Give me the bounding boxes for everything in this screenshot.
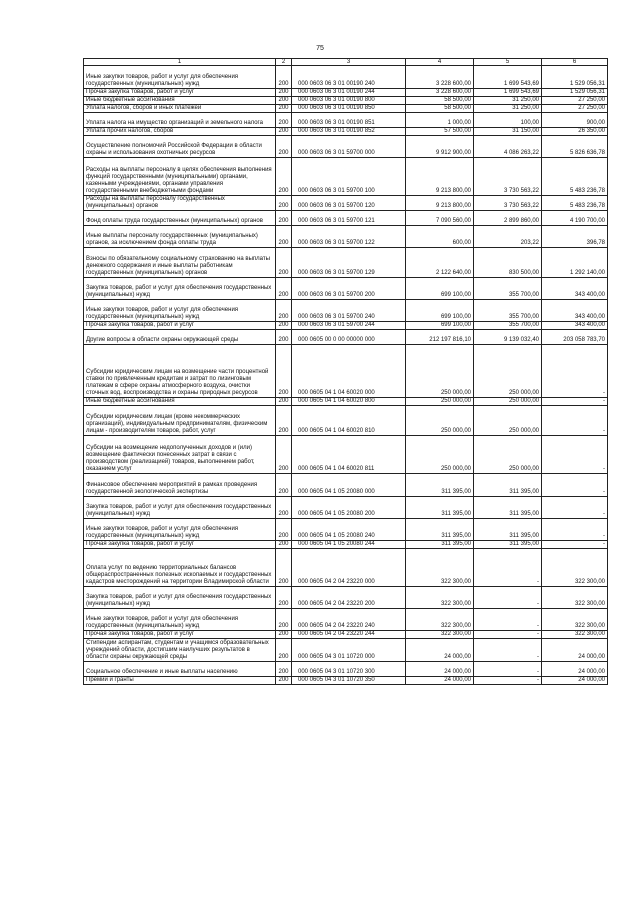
row-unexecuted-amount: 322 300,00 [542,549,608,587]
row-unexecuted-amount: 24 000,00 [542,662,608,677]
row-executed-amount: 311 395,00 [474,474,542,497]
row-line-code: 200 [276,549,292,587]
row-unexecuted-amount: - [542,497,608,519]
row-executed-amount: 4 086 263,22 [474,136,542,158]
row-budget-code: 000 0603 06 3 01 00190 850 [292,105,406,113]
row-description: Закупка товаров, работ и услуг для обеспечения государственных (муниципальных) нужд [84,497,276,519]
row-line-code: 200 [276,587,292,609]
row-budget-code: 000 0605 04 1 04 60020 000 [292,345,406,398]
row-line-code: 200 [276,105,292,113]
table-row [84,226,608,248]
row-executed-amount: - [474,677,542,685]
row-unexecuted-amount: - [542,406,608,436]
table-row [84,196,608,211]
row-description: Расходы на выплаты персоналу государственных (муниципальных) органов [84,196,276,211]
row-line-code: 200 [276,474,292,497]
row-executed-amount: 311 395,00 [474,541,542,549]
row-line-code: 200 [276,609,292,631]
row-line-code: 200 [276,519,292,541]
row-approved-amount: 24 000,00 [406,662,474,677]
row-budget-code: 000 0605 04 1 04 60020 810 [292,406,406,436]
row-description: Иные закупки товаров, работ и услуг для обеспечения государственных (муниципальных) нужд [84,300,276,322]
row-budget-code: 000 0605 00 0 00 00000 000 [292,330,406,345]
table-row [84,631,608,639]
row-budget-code: 000 0603 06 3 01 59700 129 [292,248,406,278]
row-line-code: 200 [276,89,292,97]
table-row [84,398,608,406]
row-description: Прочая закупка товаров, работ и услуг [84,631,276,639]
row-approved-amount: 322 300,00 [406,609,474,631]
table-row [84,662,608,677]
row-unexecuted-amount: 900,00 [542,113,608,128]
row-unexecuted-amount: 343 400,00 [542,322,608,330]
row-approved-amount: 311 395,00 [406,519,474,541]
row-description: Оплата услуг по ведению территориальных балансов общераспространенных полезных ископаемых и государственных кадастров месторождений на территории Владимирской области [84,549,276,587]
row-description: Иные закупки товаров, работ и услуг для обеспечения государственных (муниципальных) нужд [84,519,276,541]
row-budget-code: 000 0605 04 1 05 20080 000 [292,474,406,497]
row-description: Расходы на выплаты персоналу в целях обеспечения выполнения функций государственными (муниципальными) органами, казенными учреждениями, органами управления государственными внебюджетными фондами [84,158,276,196]
row-line-code: 200 [276,330,292,345]
column-header: 5 [474,59,542,66]
row-executed-amount: 250 000,00 [474,345,542,398]
row-line-code: 200 [276,345,292,398]
row-unexecuted-amount: 1 292 140,00 [542,248,608,278]
row-budget-code: 000 0605 04 2 04 23220 000 [292,549,406,587]
row-budget-code: 000 0605 04 1 04 60020 811 [292,436,406,474]
table-row [84,345,608,398]
row-description: Иные выплаты персоналу государственных (муниципальных) органов, за исключением фонда оплаты труда [84,226,276,248]
row-unexecuted-amount: 396,78 [542,226,608,248]
row-approved-amount: 699 100,00 [406,278,474,300]
row-executed-amount: 2 899 860,00 [474,211,542,226]
row-executed-amount: - [474,549,542,587]
row-budget-code: 000 0605 04 3 01 10720 300 [292,662,406,677]
table-row [84,89,608,97]
row-unexecuted-amount: 24 000,00 [542,677,608,685]
table-row [84,97,608,105]
row-unexecuted-amount: 1 529 056,31 [542,89,608,97]
row-executed-amount: - [474,587,542,609]
table-row [84,158,608,196]
row-line-code: 200 [276,158,292,196]
row-line-code: 200 [276,300,292,322]
row-unexecuted-amount: 343 400,00 [542,278,608,300]
row-description: Субсидии юридическим лицам (кроме некоммерческих организаций), индивидуальным предпринимателям, физическим лицам - производителям товаров, работ, услуг [84,406,276,436]
row-approved-amount: 212 197 816,10 [406,330,474,345]
row-line-code: 200 [276,66,292,89]
row-line-code: 200 [276,662,292,677]
row-executed-amount: 31 250,00 [474,105,542,113]
row-line-code: 200 [276,631,292,639]
table-row [84,609,608,631]
row-budget-code: 000 0603 06 3 01 59700 000 [292,136,406,158]
row-line-code: 200 [276,406,292,436]
row-budget-code: 000 0603 06 3 01 59700 120 [292,196,406,211]
row-approved-amount: 3 228 600,00 [406,89,474,97]
table-row [84,639,608,662]
table-row [84,136,608,158]
row-line-code: 200 [276,541,292,549]
row-description: Закупка товаров, работ и услуг для обеспечения государственных (муниципальных) нужд [84,278,276,300]
row-description: Прочая закупка товаров, работ и услуг [84,89,276,97]
row-unexecuted-amount: 27 250,00 [542,105,608,113]
row-description: Закупка товаров, работ и услуг для обеспечения государственных (муниципальных) нужд [84,587,276,609]
row-unexecuted-amount: - [542,541,608,549]
row-executed-amount: - [474,609,542,631]
row-unexecuted-amount: 26 350,00 [542,128,608,136]
page-number: 75 [316,45,324,52]
row-approved-amount: 58 500,00 [406,97,474,105]
row-approved-amount: 250 000,00 [406,406,474,436]
row-unexecuted-amount: 5 826 636,78 [542,136,608,158]
row-approved-amount: 699 100,00 [406,322,474,330]
table-row [84,105,608,113]
row-budget-code: 000 0603 06 3 01 00190 800 [292,97,406,105]
header-row [84,59,608,66]
row-executed-amount: 1 699 543,69 [474,89,542,97]
table-row [84,519,608,541]
row-executed-amount: 311 395,00 [474,497,542,519]
row-unexecuted-amount: 203 058 783,70 [542,330,608,345]
row-unexecuted-amount: 1 529 056,31 [542,66,608,89]
row-executed-amount: 31 150,00 [474,128,542,136]
table-row [84,322,608,330]
row-description: Фонд оплаты труда государственных (муниципальных) органов [84,211,276,226]
table-row [84,587,608,609]
row-description: Уплата налогов, сборов и иных платежей [84,105,276,113]
row-approved-amount: 57 500,00 [406,128,474,136]
row-approved-amount: 250 000,00 [406,345,474,398]
row-description: Социальное обеспечение и иные выплаты населению [84,662,276,677]
row-line-code: 200 [276,128,292,136]
row-executed-amount: 311 395,00 [474,519,542,541]
row-executed-amount: - [474,662,542,677]
row-budget-code: 000 0605 04 3 01 10720 350 [292,677,406,685]
row-budget-code: 000 0603 06 3 01 00190 851 [292,113,406,128]
row-executed-amount: 3 730 563,22 [474,158,542,196]
row-line-code: 200 [276,322,292,330]
row-description: Субсидии юридическим лицам на возмещение части процентной ставки по привлеченным кредитам и затрат по лизинговым платежам в сфере охраны атмосферного воздуха, очистки сточных вод, воспроизводства и охраны природных ресурсов [84,345,276,398]
row-unexecuted-amount: - [542,436,608,474]
row-approved-amount: 24 000,00 [406,677,474,685]
row-line-code: 200 [276,278,292,300]
row-unexecuted-amount: 322 300,00 [542,587,608,609]
row-line-code: 200 [276,211,292,226]
row-budget-code: 000 0603 06 3 01 00190 240 [292,66,406,89]
row-budget-code: 000 0605 04 2 04 23220 244 [292,631,406,639]
table-row [84,66,608,89]
column-header: 4 [406,59,474,66]
row-description: Субсидии на возмещение недополученных доходов и (или) возмещение фактически понесенных затрат в связи с производством (реализацией) товаров, выполнением работ, оказанием услуг [84,436,276,474]
row-unexecuted-amount: - [542,519,608,541]
row-budget-code: 000 0603 06 3 01 59700 100 [292,158,406,196]
row-line-code: 200 [276,196,292,211]
row-approved-amount: 322 300,00 [406,587,474,609]
row-approved-amount: 250 000,00 [406,398,474,406]
row-executed-amount: 3 730 563,22 [474,196,542,211]
row-line-code: 200 [276,639,292,662]
row-description: Иные бюджетные ассигнования [84,398,276,406]
row-executed-amount: 830 500,00 [474,248,542,278]
table-row [84,128,608,136]
row-unexecuted-amount: 27 250,00 [542,97,608,105]
row-approved-amount: 9 912 900,00 [406,136,474,158]
table-row [84,113,608,128]
row-approved-amount: 7 090 560,00 [406,211,474,226]
row-unexecuted-amount: 5 483 236,78 [542,158,608,196]
table-row [84,278,608,300]
row-line-code: 200 [276,436,292,474]
row-executed-amount: - [474,631,542,639]
row-executed-amount: 1 699 543,69 [474,66,542,89]
row-description: Иные бюджетные ассигнования [84,97,276,105]
row-line-code: 200 [276,136,292,158]
table-row [84,248,608,278]
row-unexecuted-amount: - [542,474,608,497]
row-approved-amount: 311 395,00 [406,497,474,519]
row-approved-amount: 311 395,00 [406,474,474,497]
row-approved-amount: 600,00 [406,226,474,248]
row-budget-code: 000 0605 04 1 05 20080 240 [292,519,406,541]
row-budget-code: 000 0605 04 1 05 20080 200 [292,497,406,519]
table-row [84,330,608,345]
row-executed-amount: 100,00 [474,113,542,128]
table-row [84,300,608,322]
table-row [84,541,608,549]
row-unexecuted-amount: 343 400,00 [542,300,608,322]
table-row [84,497,608,519]
table-body [84,66,608,685]
row-line-code: 200 [276,248,292,278]
budget-table [83,58,608,685]
row-approved-amount: 1 000,00 [406,113,474,128]
row-executed-amount: 250 000,00 [474,398,542,406]
row-line-code: 200 [276,113,292,128]
row-approved-amount: 9 213 800,00 [406,196,474,211]
row-budget-code: 000 0603 06 3 01 59700 200 [292,278,406,300]
row-budget-code: 000 0605 04 1 05 20080 244 [292,541,406,549]
row-approved-amount: 58 500,00 [406,105,474,113]
row-budget-code: 000 0603 06 3 01 59700 122 [292,226,406,248]
row-approved-amount: 250 000,00 [406,436,474,474]
row-description: Прочая закупка товаров, работ и услуг [84,322,276,330]
row-executed-amount: 355 700,00 [474,278,542,300]
row-approved-amount: 322 300,00 [406,631,474,639]
row-executed-amount: 355 700,00 [474,322,542,330]
row-executed-amount: 9 139 032,40 [474,330,542,345]
row-budget-code: 000 0603 06 3 01 59700 240 [292,300,406,322]
table-row [84,406,608,436]
row-unexecuted-amount: 5 483 236,78 [542,196,608,211]
row-line-code: 200 [276,226,292,248]
row-budget-code: 000 0603 06 3 01 59700 121 [292,211,406,226]
row-description: Финансовое обеспечение мероприятий в рамках проведения государственной экологической экспертизы [84,474,276,497]
row-unexecuted-amount: 24 000,00 [542,639,608,662]
column-header: 3 [292,59,406,66]
column-header: 1 [84,59,276,66]
table-row [84,677,608,685]
column-header: 2 [276,59,292,66]
row-approved-amount: 322 300,00 [406,549,474,587]
row-budget-code: 000 0603 06 3 01 00190 852 [292,128,406,136]
table-row [84,549,608,587]
row-budget-code: 000 0603 06 3 01 59700 244 [292,322,406,330]
table-row [84,211,608,226]
row-description: Иные закупки товаров, работ и услуг для обеспечения государственных (муниципальных) нужд [84,609,276,631]
row-unexecuted-amount: - [542,398,608,406]
row-budget-code: 000 0605 04 1 04 60020 800 [292,398,406,406]
row-unexecuted-amount: 322 300,00 [542,631,608,639]
row-budget-code: 000 0603 06 3 01 00190 244 [292,89,406,97]
column-header: 6 [542,59,608,66]
row-executed-amount: 203,22 [474,226,542,248]
row-description: Другие вопросы в области охраны окружающей среды [84,330,276,345]
row-description: Уплата прочих налогов, сборов [84,128,276,136]
row-approved-amount: 3 228 600,00 [406,66,474,89]
table-row [84,474,608,497]
table-row [84,436,608,474]
row-budget-code: 000 0605 04 2 04 23220 240 [292,609,406,631]
row-description: Уплата налога на имущество организаций и земельного налога [84,113,276,128]
row-executed-amount: 250 000,00 [474,406,542,436]
row-description: Прочая закупка товаров, работ и услуг [84,541,276,549]
row-line-code: 200 [276,97,292,105]
row-executed-amount: - [474,639,542,662]
row-line-code: 200 [276,398,292,406]
row-unexecuted-amount: 4 190 700,00 [542,211,608,226]
row-executed-amount: 355 700,00 [474,300,542,322]
row-budget-code: 000 0605 04 3 01 10720 000 [292,639,406,662]
row-budget-code: 000 0605 04 2 04 23220 200 [292,587,406,609]
row-line-code: 200 [276,497,292,519]
row-unexecuted-amount: - [542,345,608,398]
row-approved-amount: 9 213 800,00 [406,158,474,196]
row-description: Осуществление полномочий Российской Федерации в области охраны и использования охотничьих ресурсов [84,136,276,158]
row-description: Стипендии аспирантам, студентам и учащимся образовательных учреждений области, достигшим наилучших результатов в области охраны окружающей среды [84,639,276,662]
row-description: Взносы по обязательному социальному страхованию на выплаты денежного содержания и иные выплаты работникам государственных (муниципальных) органов [84,248,276,278]
row-description: Премии и гранты [84,677,276,685]
row-approved-amount: 24 000,00 [406,639,474,662]
row-approved-amount: 311 395,00 [406,541,474,549]
row-approved-amount: 699 100,00 [406,300,474,322]
row-line-code: 200 [276,677,292,685]
row-description: Иные закупки товаров, работ и услуг для обеспечения государственных (муниципальных) нужд [84,66,276,89]
row-executed-amount: 31 250,00 [474,97,542,105]
row-approved-amount: 2 122 640,00 [406,248,474,278]
row-executed-amount: 250 000,00 [474,436,542,474]
row-unexecuted-amount: 322 300,00 [542,609,608,631]
